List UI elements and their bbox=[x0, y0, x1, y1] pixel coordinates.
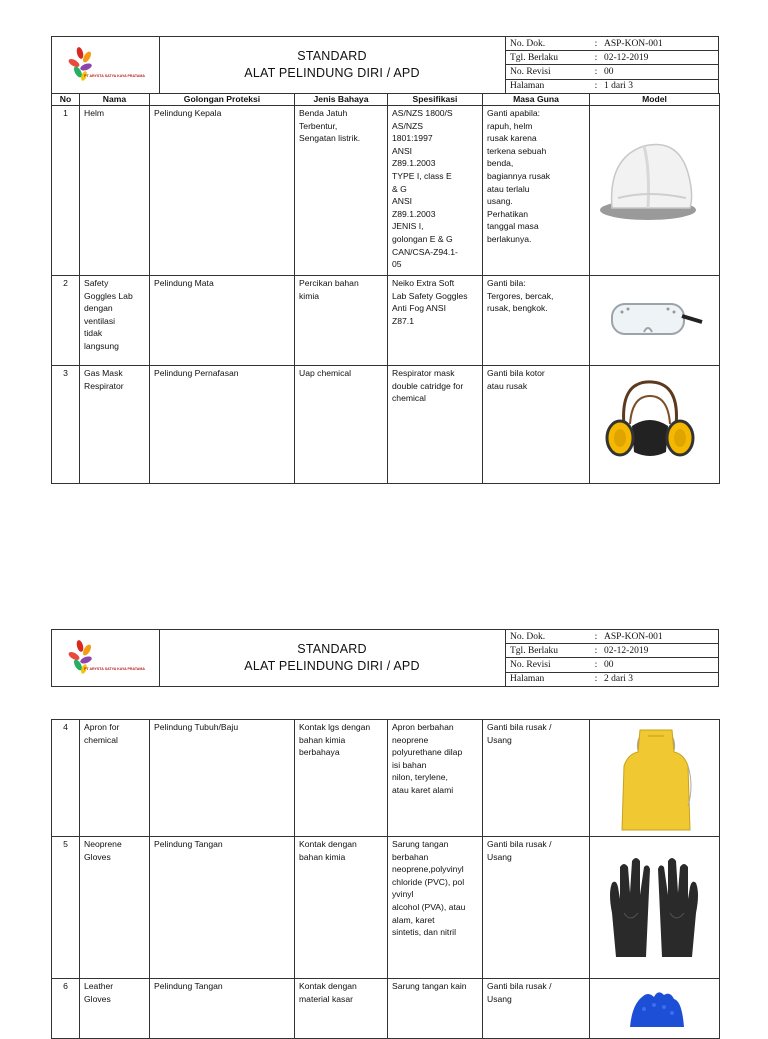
cell-no: 3 bbox=[52, 366, 80, 484]
document-header-page-2 bbox=[51, 629, 719, 687]
cell-bahaya: Percikan bahan kimia bbox=[295, 276, 388, 366]
cell-nama: Apron for chemical bbox=[80, 720, 150, 837]
table-row bbox=[52, 979, 720, 1039]
meta-sep: : bbox=[594, 674, 598, 685]
cell-spesifikasi: Apron berbahan neoprene polyurethane dilap isi bahan nilon, terylene, atau karet alami bbox=[388, 720, 483, 837]
cell-golongan: Pelindung Tubuh/Baju bbox=[150, 720, 295, 837]
cell-model bbox=[590, 720, 720, 837]
meta-value: 00 bbox=[600, 65, 718, 79]
cell-masa-guna: Ganti bila kotor atau rusak bbox=[483, 366, 590, 484]
logo-text: PT ARYSTA SATYA KAYA PRATAMA bbox=[84, 74, 145, 78]
cell-masa-guna: Ganti bila rusak / Usang bbox=[483, 979, 590, 1039]
meta-sep: : bbox=[592, 37, 600, 51]
document-header-page-1 bbox=[51, 36, 719, 94]
cell-golongan: Pelindung Mata bbox=[150, 276, 295, 366]
cell-spesifikasi: Respirator mask double catridge for chemical bbox=[388, 366, 483, 484]
meta-sep: : bbox=[592, 51, 600, 65]
document-title bbox=[159, 37, 506, 93]
cell-bahaya: Kontak dengan bahan kimia bbox=[295, 837, 388, 979]
meta-value: 1 dari 3 bbox=[604, 81, 634, 92]
col-header: Golongan Proteksi bbox=[150, 94, 295, 106]
cell-golongan: Pelindung Pernafasan bbox=[150, 366, 295, 484]
apd-table-page-1 bbox=[51, 93, 720, 484]
cell-bahaya: Kontak dengan material kasar bbox=[295, 979, 388, 1039]
title-line-2: ALAT PELINDUNG DIRI / APD bbox=[244, 659, 420, 673]
col-header: Model bbox=[590, 94, 720, 106]
cell-model bbox=[590, 837, 720, 979]
title-line-2: ALAT PELINDUNG DIRI / APD bbox=[244, 66, 420, 80]
cell-nama: Gas Mask Respirator bbox=[80, 366, 150, 484]
meta-value: ASP-KON-001 bbox=[600, 630, 718, 644]
table-row bbox=[52, 720, 720, 837]
cell-model bbox=[590, 106, 720, 276]
cell-no: 1 bbox=[52, 106, 80, 276]
cell-golongan: Pelindung Kepala bbox=[150, 106, 295, 276]
cell-golongan: Pelindung Tangan bbox=[150, 979, 295, 1039]
col-header: Masa Guna bbox=[483, 94, 590, 106]
meta-key: Halaman bbox=[510, 81, 545, 92]
col-header: No bbox=[52, 94, 80, 106]
col-header: Nama bbox=[80, 94, 150, 106]
table-row bbox=[52, 276, 720, 366]
meta-key: No. Revisi bbox=[506, 65, 592, 79]
cell-nama: Leather Gloves bbox=[80, 979, 150, 1039]
apron-icon bbox=[618, 726, 694, 832]
cell-spesifikasi: Neiko Extra Soft Lab Safety Goggles Anti Fog ANSI Z87.1 bbox=[388, 276, 483, 366]
cell-masa-guna: Ganti bila: Tergores, bercak, rusak, bengkok. bbox=[483, 276, 590, 366]
cell-no: 6 bbox=[52, 979, 80, 1039]
company-logo bbox=[52, 630, 160, 686]
cell-no: 4 bbox=[52, 720, 80, 837]
meta-value: 02-12-2019 bbox=[600, 644, 718, 658]
cell-no: 5 bbox=[52, 837, 80, 979]
title-line-1: STANDARD bbox=[297, 642, 367, 656]
cell-spesifikasi: Sarung tangan berbahan neoprene,polyvinyl chloride (PVC), pol yvinyl alcohol (PVA), atau alam, karet sintetis, dan nitril bbox=[388, 837, 483, 979]
meta-value: 00 bbox=[600, 658, 718, 672]
cell-spesifikasi: Sarung tangan kain bbox=[388, 979, 483, 1039]
goggles-icon bbox=[608, 294, 704, 344]
document-meta bbox=[506, 630, 718, 686]
table-row bbox=[52, 837, 720, 979]
meta-sep: : bbox=[592, 65, 600, 79]
cell-bahaya: Uap chemical bbox=[295, 366, 388, 484]
meta-value: 02-12-2019 bbox=[600, 51, 718, 65]
cell-spesifikasi: AS/NZS 1800/S AS/NZS 1801:1997 ANSI Z89.1.2003 TYPE I, class E & G ANSI Z89.1.2003 JENIS I, golongan E & G CAN/CSA-Z94.1- 05 bbox=[388, 106, 483, 276]
cell-golongan: Pelindung Tangan bbox=[150, 837, 295, 979]
respirator-icon bbox=[602, 376, 698, 466]
cell-nama: Helm bbox=[80, 106, 150, 276]
cell-model bbox=[590, 276, 720, 366]
meta-key: No. Revisi bbox=[506, 658, 592, 672]
hard-hat-icon bbox=[598, 128, 698, 228]
cell-masa-guna: Ganti apabila: rapuh, helm rusak karena terkena sebuah benda, bagiannya rusak atau terlalu usang. Perhatikan tanggal masa berlakunya. bbox=[483, 106, 590, 276]
table-row bbox=[52, 366, 720, 484]
rubber-gloves-icon bbox=[604, 853, 704, 963]
work-gloves-icon bbox=[624, 987, 688, 1027]
meta-sep: : bbox=[592, 658, 600, 672]
cell-nama: Neoprene Gloves bbox=[80, 837, 150, 979]
cell-masa-guna: Ganti bila rusak / Usang bbox=[483, 720, 590, 837]
document-meta bbox=[506, 37, 718, 93]
meta-key: Tgl. Berlaku bbox=[506, 644, 592, 658]
title-line-1: STANDARD bbox=[297, 49, 367, 63]
table-row bbox=[52, 106, 720, 276]
cell-nama: Safety Goggles Lab dengan ventilasi tidak langsung bbox=[80, 276, 150, 366]
company-logo bbox=[52, 37, 160, 93]
meta-sep: : bbox=[592, 644, 600, 658]
meta-value: 2 dari 3 bbox=[604, 674, 634, 685]
cell-model bbox=[590, 979, 720, 1039]
cell-masa-guna: Ganti bila rusak / Usang bbox=[483, 837, 590, 979]
meta-key: No. Dok. bbox=[506, 630, 592, 644]
col-header: Spesifikasi bbox=[388, 94, 483, 106]
meta-sep: : bbox=[592, 630, 600, 644]
cell-no: 2 bbox=[52, 276, 80, 366]
meta-sep: : bbox=[594, 81, 598, 92]
meta-key: No. Dok. bbox=[506, 37, 592, 51]
apd-table-page-2 bbox=[51, 719, 720, 1039]
logo-text: PT ARYSTA SATYA KAYA PRATAMA bbox=[84, 667, 145, 671]
meta-key: Tgl. Berlaku bbox=[506, 51, 592, 65]
cell-model bbox=[590, 366, 720, 484]
cell-bahaya: Kontak lgs dengan bahan kimia berbahaya bbox=[295, 720, 388, 837]
document-title bbox=[159, 630, 506, 686]
col-header: Jenis Bahaya bbox=[295, 94, 388, 106]
meta-key: Halaman bbox=[510, 674, 545, 685]
cell-bahaya: Benda Jatuh Terbentur, Sengatan listrik. bbox=[295, 106, 388, 276]
meta-value: ASP-KON-001 bbox=[600, 37, 718, 51]
table-header-row bbox=[52, 94, 720, 106]
